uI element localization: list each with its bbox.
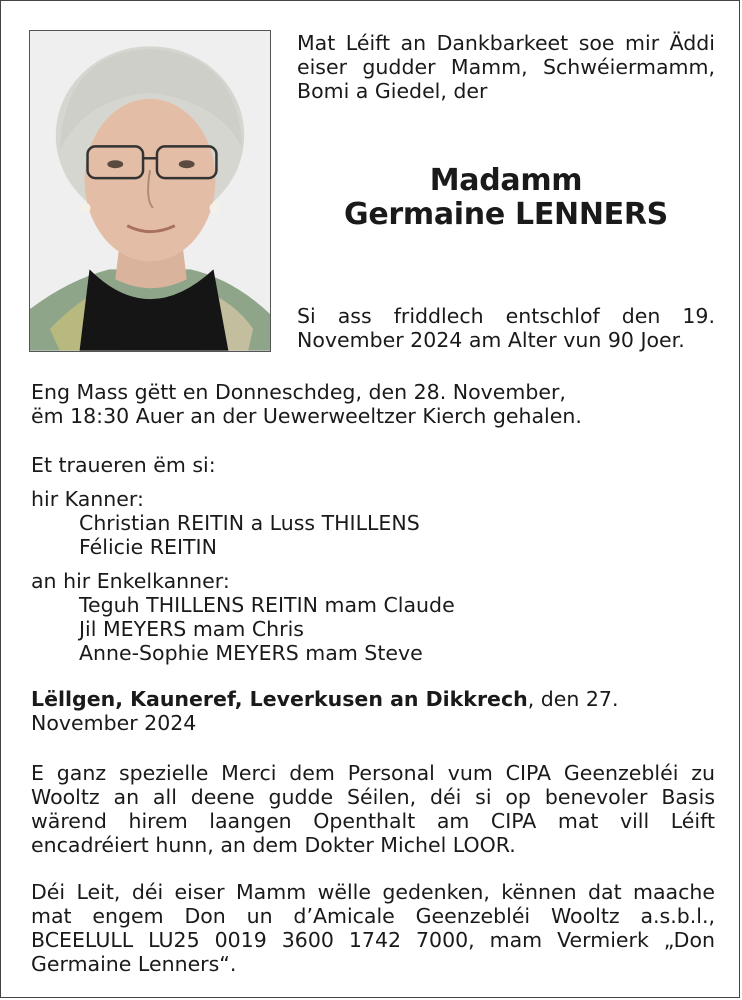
grandchildren-label: an hir Enkelkanner: <box>31 569 230 593</box>
children-label: hir Kanner: <box>31 487 144 511</box>
list-item: Félicie REITIN <box>79 535 217 559</box>
portrait-photo <box>29 30 271 352</box>
thanks-text: E ganz spezielle Merci dem Personal vum CIPA Geenzebléi zu Wooltz an all deene gudde Séilen, déi si op benevoler Basis wärend hirem laangen Openthalt am CIPA mat vill Léift encadréiert hunn, an dem Dokter Michel LOOR. <box>31 761 715 857</box>
list-item: Teguh THILLENS REITIN mam Claude <box>79 593 455 617</box>
mass-line-2: ëm 18:30 Auer an der Uewerweeltzer Kierch gehalen. <box>31 404 582 428</box>
list-item: Jil MEYERS mam Chris <box>79 617 304 641</box>
name-full: Germaine LENNERS <box>344 197 668 232</box>
death-notice: Si ass friddlech entschlof den 19. November 2024 am Alter vun 90 Joer. <box>297 304 715 352</box>
date: , den 27. November 2024 <box>31 687 619 735</box>
deceased-name <box>297 164 715 232</box>
intro-text: Mat Léift an Dankbarkeet soe mir Äddi eiser gudder Mamm, Schwéiermamm, Bomi a Giedel, der <box>297 31 715 103</box>
list-item: Anne-Sophie MEYERS mam Steve <box>79 641 423 665</box>
name-title: Madamm <box>429 163 583 198</box>
list-item: Christian REITIN a Luss THILLENS <box>79 511 420 535</box>
donation-text: Déi Leit, déi eiser Mamm wëlle gedenken, kënnen dat maache mat engem Don un d’Amicale Geenzebléi Wooltz a.s.b.l., BCEELULL LU25 0019 3600 1742 7000, mam Vermierk „Don Germaine Lenners“. <box>31 880 715 976</box>
places: Lëllgen, Kauneref, Leverkusen an Dikkrech <box>31 687 528 711</box>
grandchildren-list <box>79 593 715 665</box>
mass-line-1: Eng Mass gëtt en Donneschdeg, den 28. November, <box>31 380 566 404</box>
mass-announcement <box>31 380 715 428</box>
place-date <box>31 687 715 735</box>
children-list <box>79 511 715 559</box>
mourners-intro: Et traueren ëm si: <box>31 453 216 477</box>
